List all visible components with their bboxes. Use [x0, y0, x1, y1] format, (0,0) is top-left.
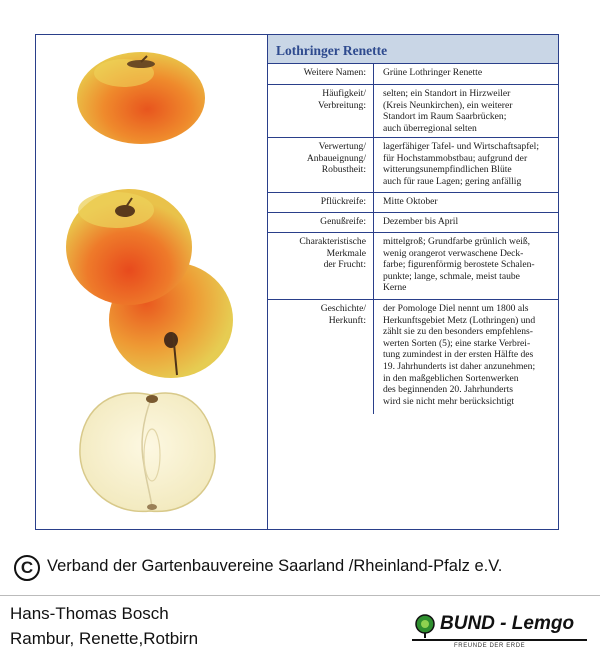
info-row	[268, 299, 558, 414]
info-row	[268, 192, 558, 212]
row-label: Weitere Namen:	[268, 64, 374, 84]
bund-flower-icon	[414, 614, 436, 638]
row-value: selten; ein Standort in Hirzweiler (Kreis Neunkirchen), ein weiterer Standort im Raum Saarbrücken; auch überregional selten	[383, 88, 513, 134]
info-row	[268, 232, 558, 299]
apple-whole-middle	[66, 189, 192, 305]
copyright-notice	[10, 551, 590, 587]
row-value: Mitte Oktober	[383, 196, 438, 207]
bund-logo	[408, 612, 588, 654]
info-row	[268, 212, 558, 232]
row-label: Genußreife:	[268, 213, 374, 232]
info-row	[268, 84, 558, 137]
apple-images	[36, 35, 268, 529]
row-label: Pflückreife:	[268, 193, 374, 212]
bund-tagline: FREUNDE DER ERDE	[454, 643, 526, 649]
apple-photos	[36, 35, 267, 529]
row-value: Grüne Lothringer Renette	[383, 67, 483, 78]
bund-underline	[412, 639, 587, 641]
bund-name: BUND - Lemgo	[440, 613, 575, 634]
variety-categories: Rambur, Renette,Rotbirn	[10, 629, 199, 648]
row-value: Dezember bis April	[383, 216, 459, 227]
info-row	[268, 137, 558, 192]
variety-card	[35, 34, 559, 530]
row-label: Häufigkeit/ Verbreitung:	[268, 85, 374, 137]
row-label: Charakteristische Merkmale der Frucht:	[268, 233, 374, 299]
copyright-icon: C	[14, 555, 40, 581]
info-row	[268, 63, 558, 84]
footer-divider	[0, 595, 600, 596]
author-name: Hans-Thomas Bosch	[10, 604, 169, 623]
row-label: Verwertung/ Anbaueignung/ Robustheit:	[268, 138, 374, 192]
variety-info	[268, 35, 558, 414]
copyright-text: Verband der Gartenbauvereine Saarland /Rheinland-Pfalz e.V.	[47, 557, 503, 575]
row-value: mittelgroß; Grundfarbe grünlich weiß, wenig orangerot verwaschene Deck- farbe; figurenförmig berostete Schalen- punkte; lange, schmale, meist taube Kerne	[383, 236, 535, 294]
row-label: Geschichte/ Herkunft:	[268, 300, 374, 414]
row-value: der Pomologe Diel nennt um 1800 als Herkunftsgebiet Metz (Lothringen) und zählt sie zu den besonders empfehlens- werten Sorten (5); eine starke Verbrei- tung zumindest in der ersten Hälfte des 19. Jahrhunderts ist daher anzunehmen; in den maßgeblichen Sortenwerken des beginnenden 20. Jahrhunderts wird sie nicht mehr berücksichtigt	[383, 303, 536, 407]
variety-title: Lothringer Renette	[268, 35, 558, 63]
apple-halved	[80, 393, 215, 511]
apple-whole-top	[77, 52, 205, 144]
row-value: lagerfähiger Tafel- und Wirtschaftsapfel; für Hochstammobstbau; aufgrund der witterungsunempfindlichen Blüte auch für raue Lagen; gering anfällig	[383, 141, 540, 187]
